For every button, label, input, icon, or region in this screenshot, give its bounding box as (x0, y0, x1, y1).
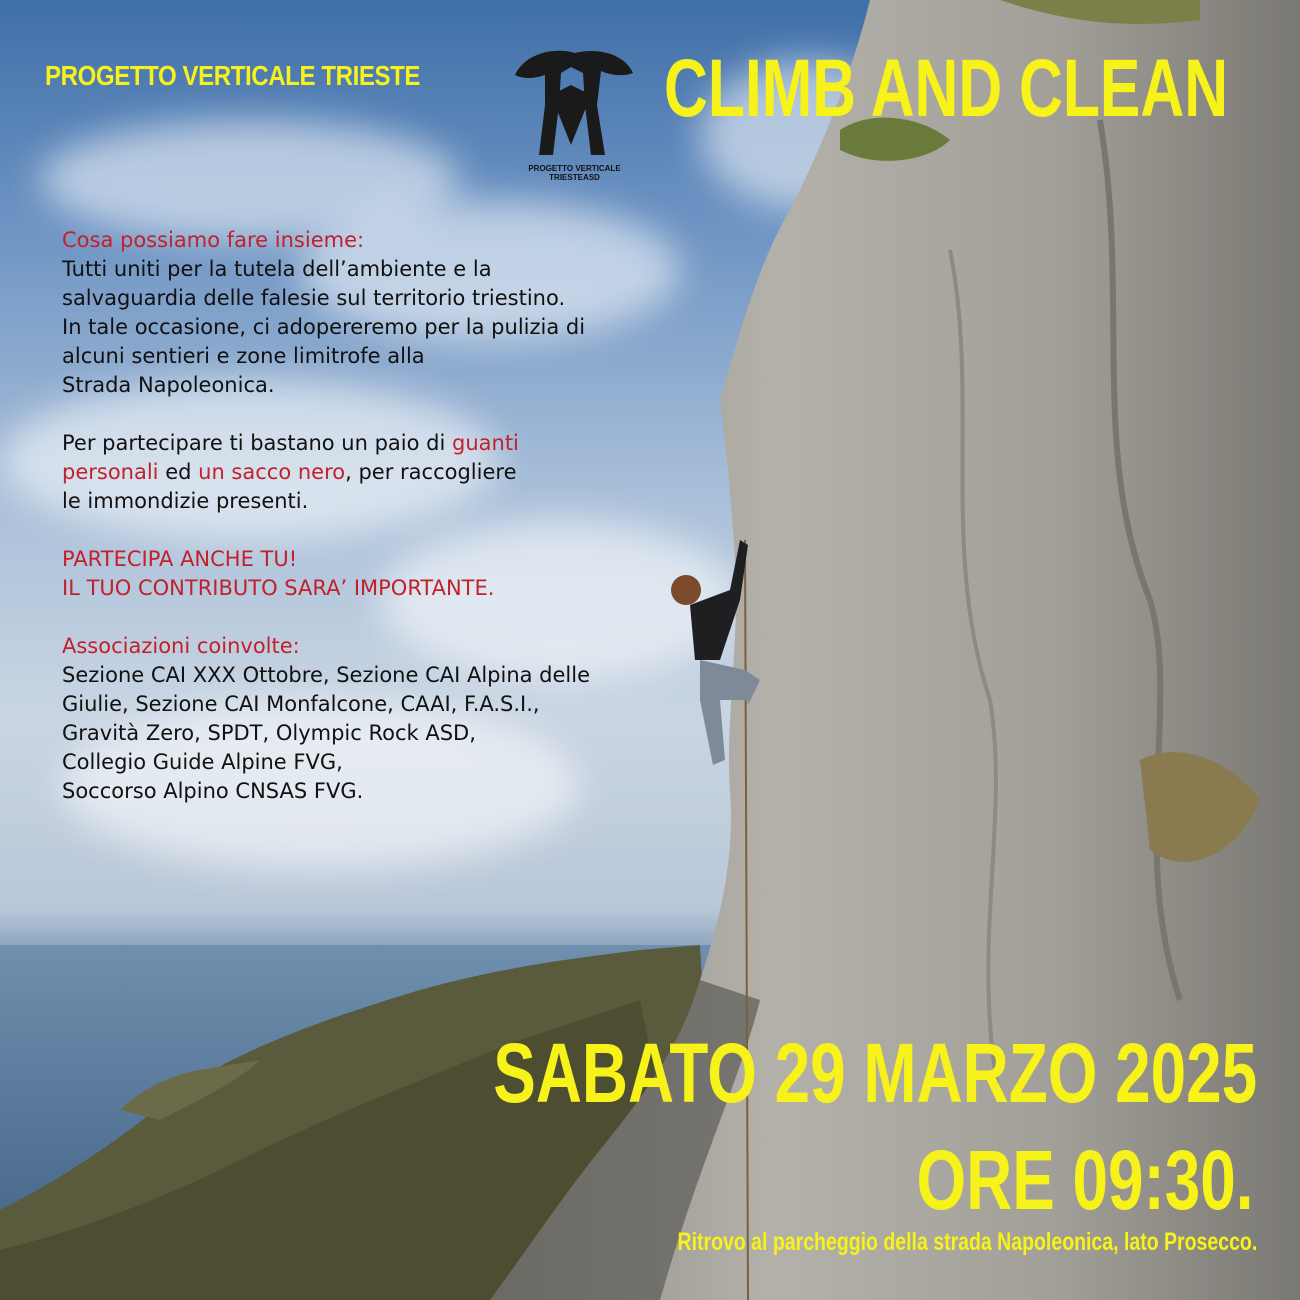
associations-line: Soccorso Alpino CNSAS FVG. (62, 779, 364, 803)
participate-text: Per partecipare ti bastano un paio di (62, 431, 452, 455)
event-time: ORE 09:30. (916, 1133, 1254, 1227)
participate-text: ed (158, 460, 199, 484)
event-description (62, 226, 702, 806)
intro-line: Tutti uniti per la tutela dell’ambiente e la (62, 257, 492, 281)
associations-line: Giulie, Sezione CAI Monfalcone, CAAI, F.A.S.I., (62, 692, 540, 716)
event-date: SABATO 29 MARZO 2025 (493, 1026, 1257, 1120)
intro-line: salvaguardia delle falesie sul territorio triestino. (62, 286, 566, 310)
participate-line (62, 429, 702, 458)
participate-line (62, 458, 702, 487)
organization-name: PROGETTO VERTICALE TRIESTE (45, 60, 421, 91)
event-headline: CLIMB AND CLEAN (664, 43, 1229, 134)
associations-heading: Associazioni coinvolte: (62, 634, 300, 658)
personal-highlight: personali (62, 460, 159, 484)
meeting-point: Ritrovo al parcheggio della strada Napoleonica, lato Prosecco. (677, 1228, 1257, 1256)
call-to-action: IL TUO CONTRIBUTO SARA’ IMPORTANTE. (62, 576, 495, 600)
gloves-highlight: guanti (452, 431, 519, 455)
associations-line: Sezione CAI XXX Ottobre, Sezione CAI Alpina delle (62, 663, 591, 687)
participate-text: , per raccogliere (345, 460, 517, 484)
participate-line: le immondizie presenti. (62, 489, 309, 513)
intro-heading: Cosa possiamo fare insieme: (62, 228, 365, 252)
logo-caption: PROGETTO VERTICALE TRIESTEASD (528, 164, 621, 182)
intro-line: In tale occasione, ci adopereremo per la pulizia di (62, 315, 586, 339)
black-bag-highlight: un sacco nero (198, 460, 346, 484)
intro-line: alcuni sentieri e zone limitrofe alla (62, 344, 425, 368)
intro-line: Strada Napoleonica. (62, 373, 275, 397)
call-to-action: PARTECIPA ANCHE TU! (62, 547, 298, 571)
associations-line: Collegio Guide Alpine FVG, (62, 750, 343, 774)
associations-line: Gravità Zero, SPDT, Olympic Rock ASD, (62, 721, 476, 745)
